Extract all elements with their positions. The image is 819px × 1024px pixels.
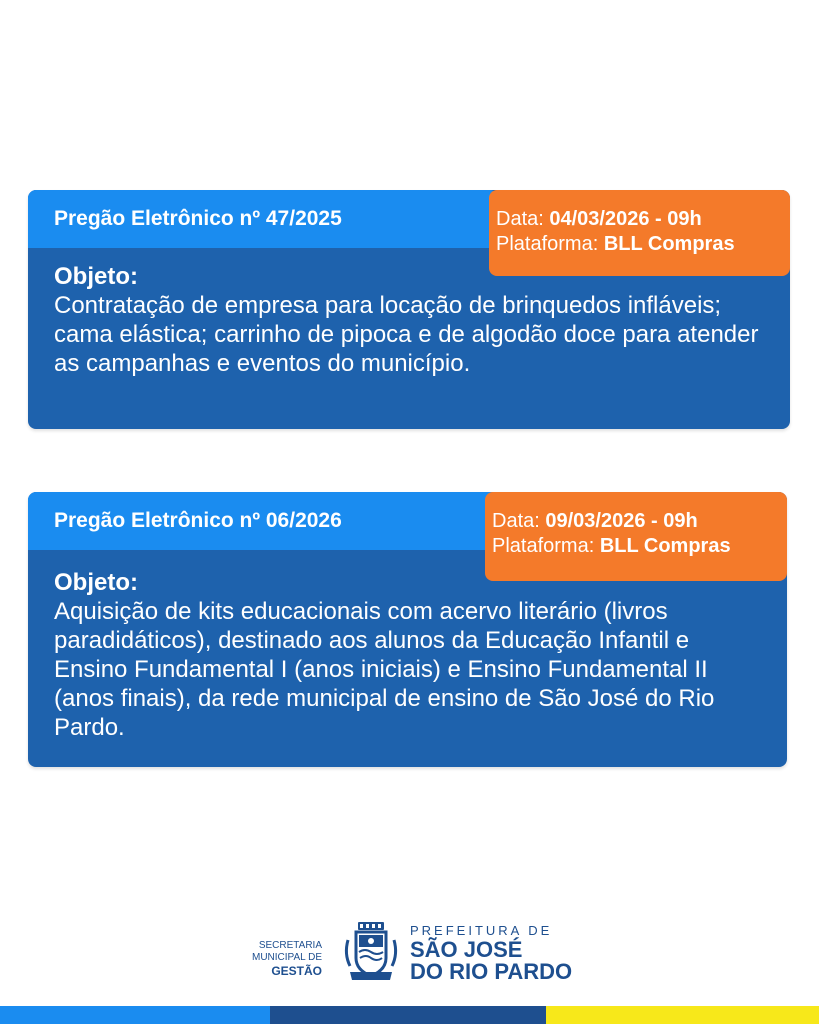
object-label: Objeto: [54, 569, 138, 596]
object-text: Aquisição de kits educacionais com acervo literário (livros paradidáticos), destinado aos alunos da Educação Infantil e Ensino Fundamental I (anos iniciais) e Ensino Fundamental II (anos finais), da rede municipal de ensino de São José do Rio Pardo. [54, 598, 715, 741]
notice-card-title: Pregão Eletrônico nº 47/2025 [54, 207, 342, 230]
object-label: Objeto: [54, 263, 138, 290]
date-value: 09/03/2026 - 09h [545, 510, 698, 532]
object-text: Contratação de empresa para locação de brinquedos infláveis; cama elástica; carrinho de pipoca e de algodão doce para atender as campanhas e eventos do município. [54, 292, 759, 377]
secretaria-label: SECRETARIA MUNICIPAL DE GESTÃO [251, 940, 322, 978]
platform-line: Plataforma: BLL Compras [492, 535, 731, 557]
prefeitura-wordmark: PREFEITURA DE SÃO JOSÉ DO RIO PARDO [410, 923, 573, 984]
notice-card-title-bar [28, 492, 498, 550]
notice-card-1 [28, 190, 790, 429]
notice-card-title-bar [28, 190, 498, 248]
platform-value: BLL Compras [603, 233, 735, 255]
footer-stripe-yellow [546, 1006, 819, 1024]
footer-logos [0, 915, 819, 995]
notice-card-title: Pregão Eletrônico nº 06/2026 [54, 509, 342, 532]
platform-value: BLL Compras [599, 535, 731, 557]
platform-line: Plataforma: BLL Compras [496, 233, 735, 255]
date-line: Data: 04/03/2026 - 09h [496, 208, 702, 230]
date-line: Data: 09/03/2026 - 09h [492, 510, 698, 532]
notice-card-body [54, 568, 759, 742]
city-crest-icon [340, 920, 402, 984]
footer-stripe-dark-blue [270, 1006, 546, 1024]
notice-card-body [54, 262, 774, 378]
footer-stripe-blue [0, 1006, 270, 1024]
date-value: 04/03/2026 - 09h [549, 208, 702, 230]
notice-card-2 [28, 492, 787, 767]
